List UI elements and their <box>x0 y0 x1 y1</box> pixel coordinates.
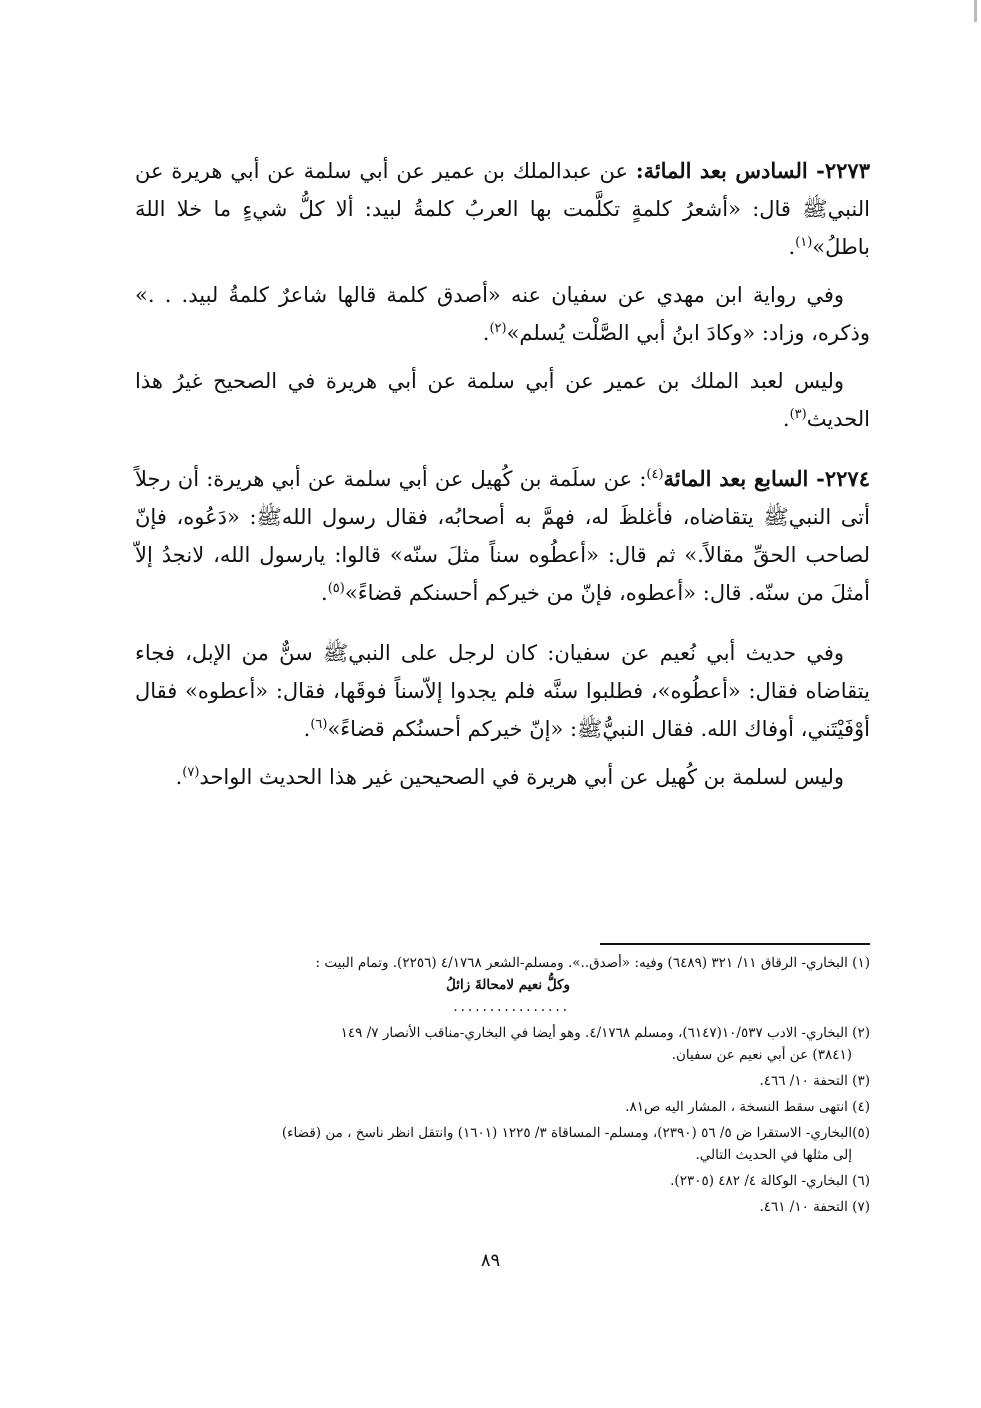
paragraph-abdulmalik-note-text: وليس لعبد الملك بن عمير عن أبي سلمة عن أبي هريرة في الصحيح غيرُ هذا الحديث <box>135 369 870 431</box>
footnote-1-dots: ................ <box>453 999 570 1015</box>
scan-edge-mark <box>974 0 977 22</box>
footnote-ref-5[interactable]: (٥) <box>327 581 345 596</box>
footnote-5 <box>135 1122 870 1166</box>
footnote-4: (٤) انتهى سقط النسخة ، المشار اليه ص٨١. <box>625 1099 870 1115</box>
footnote-2-continuation: (٣٨٤١) عن أبي نعيم عن سفيان. <box>671 1047 852 1063</box>
hadith-2273-title: ٢٢٧٣- السادس بعد المائة: <box>635 158 870 183</box>
paragraph-abdulmalik-note: وليس لعبد الملك بن عمير عن أبي سلمة عن أبي هريرة في الصحيح غيرُ هذا الحديث$^{(٣)}$. <box>135 369 870 431</box>
footnote-6: (٦) البخاري- الوكالة ٤/ ٤٨٢ (٢٣٠٥). <box>670 1173 870 1189</box>
paragraph-ibn-mahdi-text: وفي رواية ابن مهدي عن سفيان عنه «أصدق كلمة قالها شاعرٌ كلمةُ لبيد. . .» وذكره، وزاد: «وكادَ ابنُ أبي الصَّلْت يُسلم» <box>135 283 870 345</box>
footnote-ref-1[interactable]: (١) <box>795 235 813 250</box>
footnote-5-text: (٥)البخاري- الاستقرا ض ٥/ ٥٦ (٢٣٩٠)، ومسلم- المساقاة ٣/ ١٢٢٥ (١٦٠١) وانتقل انظر ناسخ ، من (قضاء) <box>281 1125 870 1141</box>
hadith-2273: ٢٢٧٣- السادس بعد المائة: عن عبدالملك بن عمير عن أبي سلمة عن أبي هريرة عن النبيﷺ قال: «أشعرُ كلمةٍ تكلَّمت بها العربُ كلمةُ لبيد: ألا كلُّ شيءٍ ما خلا اللهَ باطلُ»$^{(١)}$. <box>135 158 870 259</box>
footnote-2-text: (٢) البخاري- الادب ١٠/٥٣٧(٦١٤٧)، ومسلم ٤/١٧٦٨. وهو أيضا في البخاري-مناقب الأنصار ٧/ ١٤٩ <box>340 1025 870 1041</box>
paragraph-abu-nuaim-text: وفي حديث أبي نُعيم عن سفيان: كان لرجل على النبيﷺ سنٌّ من الإبل، فجاء يتقاضاه فقال: «أعطُوه»، فطلبوا سنَّه فلم يجدوا إلاّسناً فوقَها، فقال: «أعطوه» فقال أوْفَيْتَني، أوفاك الله. فقال النبيُّﷺ: «إنّ خيركم أحسنُكم قضاءً» <box>135 641 870 741</box>
paragraph-salama-note: وليس لسلمة بن كُهيل عن أبي هريرة في الصحيحين غير هذا الحديث الواحد$^{(٧)}$. <box>175 765 844 789</box>
paragraph-salama-note-text: وليس لسلمة بن كُهيل عن أبي هريرة في الصحيحين غير هذا الحديث الواحد <box>199 765 844 789</box>
footnote-1-text: (١) البخاري- الرقاق ١١/ ٣٢١ (٦٤٨٩) وفيه: «أصدق..». ومسلم-الشعر ٤/١٧٦٨ (٢٢٥٦). وتمام البيت : <box>315 955 870 971</box>
footnote-ref-6[interactable]: (٦) <box>310 717 328 732</box>
hadith-2274: ٢٢٧٤- السابع بعد المائة$^{(٤)}$: عن سلَمة بن كُهيل عن أبي سلمة عن أبي هريرة: أن رجلاً أتى النبيﷺ يتقاضاه، فأغلظَ له، فهمَّ به أصحابُه، فقال رسول اللهﷺ: «دَعُوه، فإنّ لصاحب الحقِّ مقالاً.» ثم قال: «أعطُوه سناً مثلَ سنّه» قالوا: يارسول الله، لانجدُ إلاّ أمثلَ من سنّه. قال: «أعطوه، فإنّ من خيركم أحسنكم قضاءً»$^{(٥)}$. <box>135 466 870 605</box>
paragraph-abu-nuaim: وفي حديث أبي نُعيم عن سفيان: كان لرجل على النبيﷺ سنٌّ من الإبل، فجاء يتقاضاه فقال: «أعطُوه»، فطلبوا سنَّه فلم يجدوا إلاّسناً فوقَها، فقال: «أعطوه» فقال أوْفَيْتَني، أوفاك الله. فقال النبيُّﷺ: «إنّ خيركم أحسنُكم قضاءً»$^{(٦)}$. <box>135 641 870 741</box>
footnotes <box>135 952 870 1222</box>
footnote-ref-2[interactable]: (٢) <box>489 321 507 336</box>
hadith-2273-text: عن عبدالملك بن عمير عن أبي سلمة عن أبي هريرة عن النبيﷺ قال: «أشعرُ كلمةٍ تكلَّمت بها العربُ كلمةُ لبيد: ألا كلُّ شيءٍ ما خلا اللهَ باطلُ» <box>135 159 870 259</box>
footnote-5-continuation: إلى مثلها في الحديث التالي. <box>695 1147 852 1163</box>
footnote-1-verse: وكلُّ نعيم لامحالةَ زائلُ <box>446 977 570 993</box>
footnote-ref-3[interactable]: (٣) <box>789 407 807 422</box>
footnote-ref-4[interactable]: (٤) <box>646 467 664 482</box>
footnote-1 <box>135 952 870 1018</box>
footnote-ref-7[interactable]: (٧) <box>182 765 200 780</box>
footnote-7: (٧) التحفة ١٠/ ٤٦١. <box>759 1199 870 1215</box>
page-number: ٨٩ <box>480 1250 501 1271</box>
main-text <box>135 152 870 806</box>
paragraph-ibn-mahdi: وفي رواية ابن مهدي عن سفيان عنه «أصدق كلمة قالها شاعرٌ كلمةُ لبيد. . .» وذكره، وزاد: «وكادَ ابنُ أبي الصَّلْت يُسلم»$^{(٢)}$. <box>135 283 870 345</box>
hadith-2274-title: ٢٢٧٤- السابع بعد المائة <box>663 466 870 491</box>
footnote-3: (٣) التحفة ١٠/ ٤٦٦. <box>759 1073 870 1089</box>
footnote-separator <box>600 943 870 945</box>
footnote-2 <box>135 1022 870 1066</box>
hadith-2274-text: : عن سلَمة بن كُهيل عن أبي سلمة عن أبي هريرة: أن رجلاً أتى النبيﷺ يتقاضاه، فأغلظَ له، فهمَّ به أصحابُه، فقال رسول اللهﷺ: «دَعُوه، فإنّ لصاحب الحقِّ مقالاً.» ثم قال: «أعطُوه سناً مثلَ سنّه» قالوا: يارسول الله، لانجدُ إلاّ أمثلَ من سنّه. قال: «أعطوه، فإنّ من خيركم أحسنكم قضاءً» <box>135 467 870 605</box>
